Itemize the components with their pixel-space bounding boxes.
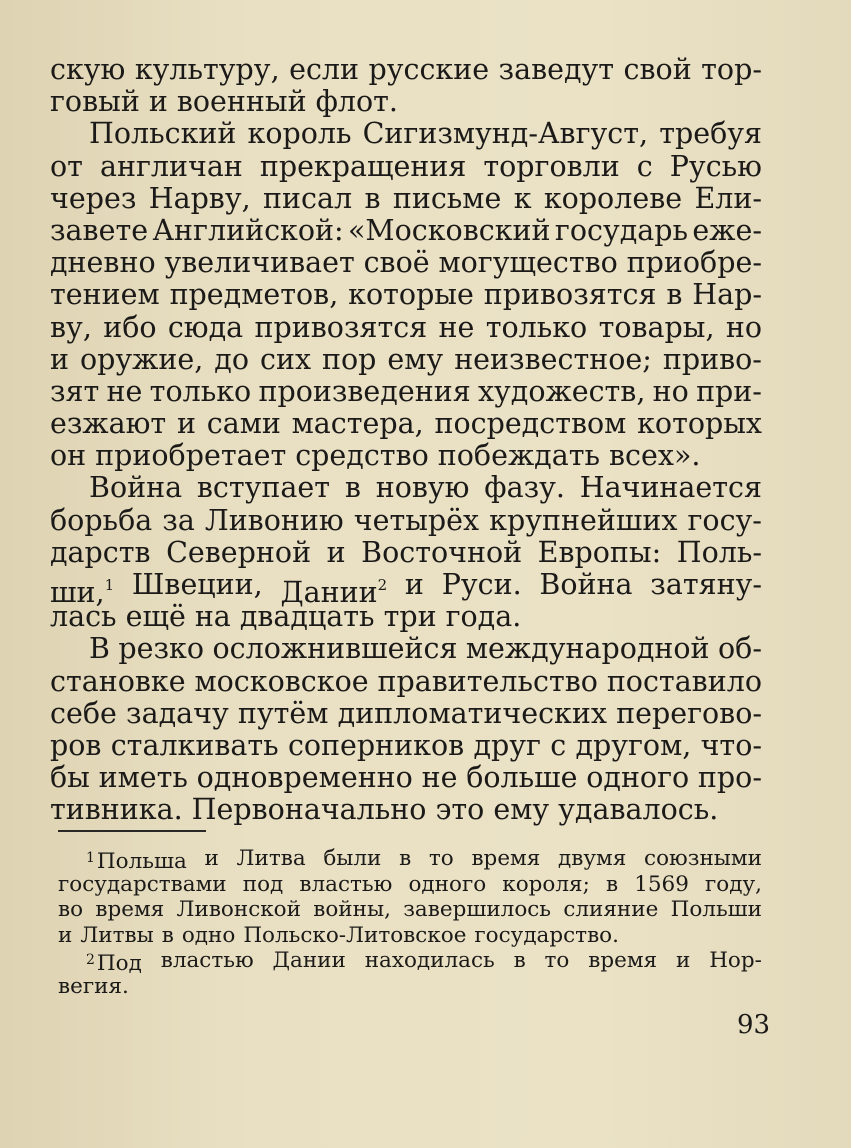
text-line: Война вступает в новую фазу. Начинается <box>89 471 762 505</box>
text-line: бы иметь одновременно не больше одного про- <box>50 761 762 795</box>
text-line: ров сталкивать соперников друг с другом, что- <box>50 728 762 762</box>
footnote-line: вегия. <box>58 973 129 999</box>
footnote-line: $^2$Под властью Дании находилась в то время и Нор- <box>86 948 762 977</box>
text-line: через Нарву, писал в письме к королеве Ели- <box>50 181 762 215</box>
footnotes <box>58 846 762 1000</box>
text-line: себе задачу путём дипломатических перегово- <box>50 696 762 730</box>
text-line: тением предметов, которые привозятся в Нар- <box>50 278 762 312</box>
text-line: скую культуру, если русские заведут свой тор- <box>50 53 762 86</box>
text-line: зят не только произведения художеств, но при- <box>50 374 762 408</box>
text-line: ву, ибо сюда привозятся не только товары, но <box>50 310 762 344</box>
text-line: он приобретает средство побеждать всех». <box>50 439 701 473</box>
footnote-line: и Литвы в одно Польско-Литовское государство. <box>58 922 619 948</box>
page-number: 93 <box>737 1010 771 1040</box>
text-line: становке московское правительство поставило <box>50 664 762 698</box>
footnote-separator <box>58 830 206 832</box>
footnote-ref: 2 <box>377 576 388 594</box>
text-line: дневно увеличивает своё могущество приобре- <box>50 246 762 280</box>
text-line: лась ещё на двадцать три года. <box>50 600 522 634</box>
text-line: В резко осложнившейся международной об- <box>89 632 762 666</box>
footnote-line: $^1$Польша и Литва были в то время двумя союзными <box>86 846 762 874</box>
text-line: и оружие, до сих пор ему неизвестное; приво- <box>50 342 762 376</box>
text-line: дарств Северной и Восточной Европы: Поль- <box>50 535 762 569</box>
text-line: говый и военный флот. <box>50 85 398 119</box>
footnote-marker: 2 <box>86 952 95 969</box>
footnote-line: государствами под властью одного короля; в 1569 году, <box>58 871 762 897</box>
text-line: езжают и сами мастера, посредством которых <box>50 407 762 441</box>
text-line: ши,$^1$ Швеции, Дании$^2$ и Руси. Война затяну- <box>50 568 762 609</box>
text-line: Польский король Сигизмунд-Август, требуя <box>89 117 762 151</box>
main-text <box>50 54 762 827</box>
text-line: завете Английской: «Московский государь еже- <box>50 213 762 247</box>
footnote-marker: 1 <box>86 850 95 866</box>
text-line: от англичан прекращения торговли с Русью <box>50 149 762 183</box>
text-line: борьба за Ливонию четырёх крупнейших госу- <box>50 503 762 537</box>
text-line: тивника. Первоначально это ему удавалось. <box>50 793 719 827</box>
footnote-line: во время Ливонской войны, завершилось слияние Польши <box>58 897 762 923</box>
footnote-ref: 1 <box>104 576 115 594</box>
